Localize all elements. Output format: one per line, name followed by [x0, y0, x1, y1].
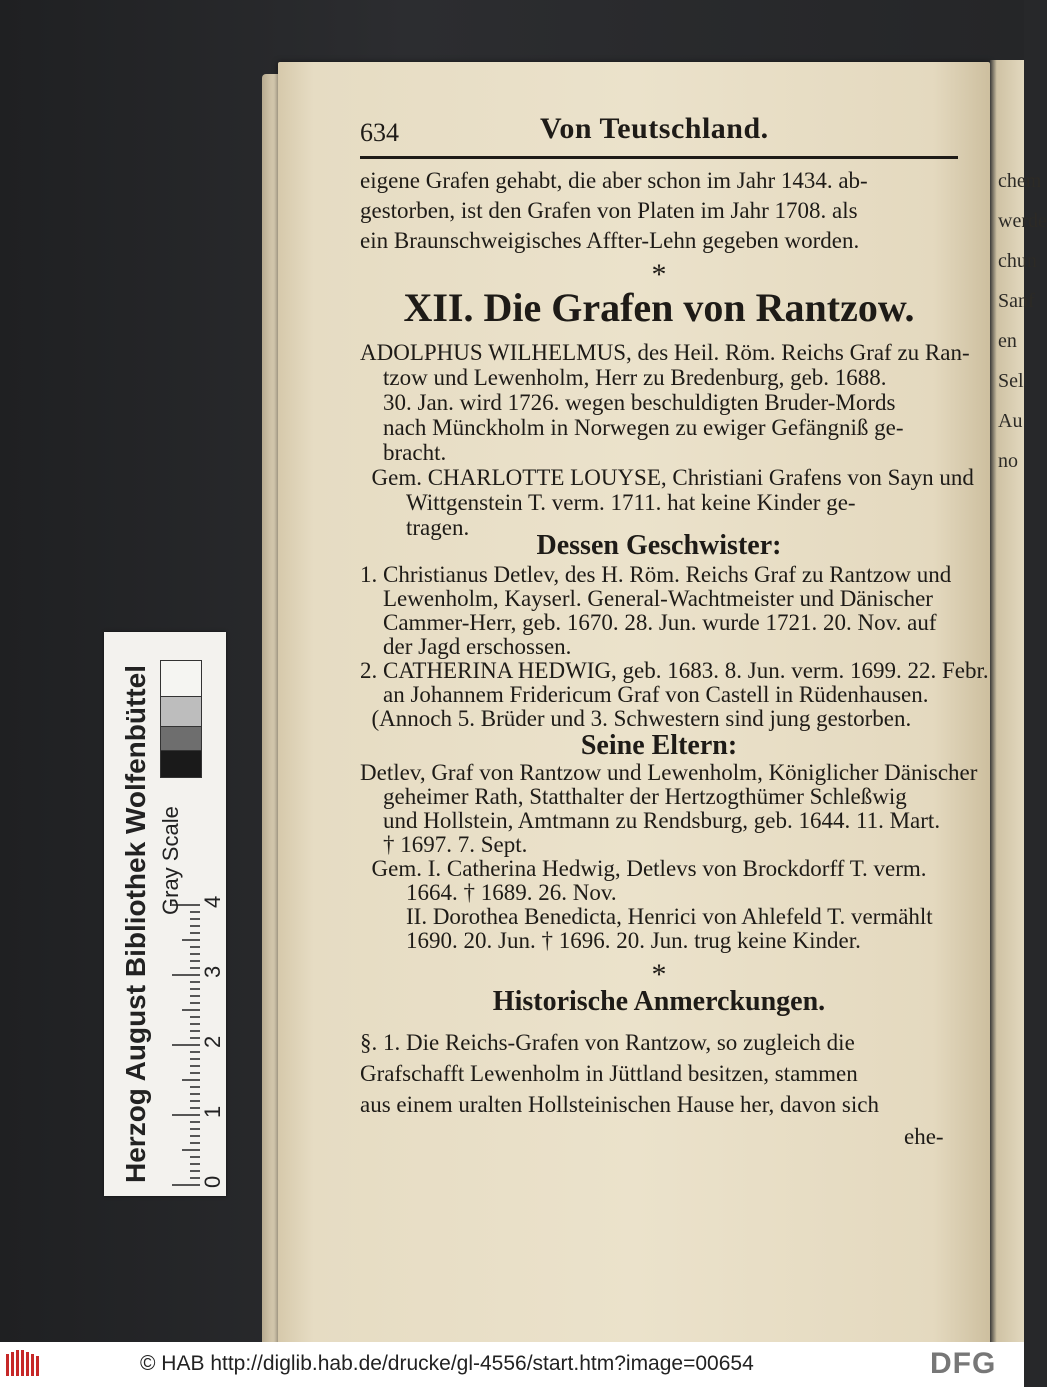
- facing-page-fragment: chun: [998, 250, 1037, 272]
- adolphus-line: bracht.: [360, 440, 447, 465]
- adolphus-line: tzow und Lewenholm, Herr zu Bredenburg, geb. 1688.: [360, 365, 887, 390]
- parents-line: † 1697. 7. Sept.: [360, 832, 528, 857]
- notes-line: Grafschafft Lewenholm in Jüttland besitzen, stammen: [360, 1061, 858, 1086]
- ruler-label: 3: [200, 965, 225, 978]
- parents-line: geheimer Rath, Statthalter der Hertzogthümer Schleßwig: [360, 784, 907, 809]
- subheading-notes: Historische Anmerckungen.: [492, 986, 826, 1017]
- library-name: Herzog August Bibliothek Wolfenbüttel: [120, 665, 151, 1183]
- parents-line: Detlev, Graf von Rantzow und Lewenholm, Königlicher Dänischer: [360, 760, 978, 785]
- siblings-line: 1. Christianus Detlev, des H. Röm. Reichs Graf zu Rantzow und: [360, 562, 952, 587]
- siblings-line: 2. CATHERINA HEDWIG, geb. 1683. 8. Jun. verm. 1699. 22. Febr.: [360, 658, 989, 683]
- parents-line: 1690. 20. Jun. † 1696. 20. Jun. trug keine Kinder.: [360, 928, 861, 953]
- adolphus-line: tragen.: [360, 515, 470, 540]
- gray-scale-label: Gray Scale: [158, 806, 183, 915]
- ruler-label: 4: [200, 895, 225, 908]
- facing-page-fragment: Sel: [998, 370, 1024, 392]
- siblings-line: Cammer-Herr, geb. 1670. 28. Jun. wurde 1721. 20. Nov. auf: [360, 610, 937, 635]
- ruler-ticks: [170, 900, 200, 1190]
- catchword: ehe-: [904, 1124, 944, 1149]
- dfg-logo: DFG: [930, 1347, 997, 1380]
- adolphus-line: ADOLPHUS WILHELMUS, des Heil. Röm. Reichs Graf zu Ran-: [360, 340, 970, 365]
- ruler-label: 0: [200, 1175, 225, 1188]
- parents-line: und Hollstein, Amtmann zu Rendsburg, geb. 1644. 11. Mart.: [360, 808, 941, 833]
- intro-line: eigene Grafen gehabt, die aber schon im Jahr 1434. ab-: [360, 168, 868, 193]
- siblings-line: (Annoch 5. Brüder und 3. Schwestern sind jung gestorben.: [360, 706, 912, 731]
- facing-page-fragment: en: [998, 330, 1017, 352]
- section-title: XII. Die Grafen von Rantzow.: [403, 285, 915, 330]
- parents-line: Gem. I. Catherina Hedwig, Detlevs von Brockdorff T. verm.: [360, 856, 927, 881]
- notes-line: aus einem uralten Hollsteinischen Hause her, davon sich: [360, 1092, 879, 1117]
- swatch-dark-gray: [160, 726, 202, 752]
- adolphus-line: nach Münckholm in Norwegen zu ewiger Gefängniß ge-: [360, 415, 904, 440]
- parents-line: II. Dorothea Benedicta, Henrici von Ahlefeld T. vermählt: [360, 904, 933, 929]
- facing-page-edge: [990, 60, 1047, 1350]
- subheading-siblings: Dessen Geschwister:: [536, 530, 782, 561]
- hab-logo-icon: [6, 1350, 40, 1378]
- adolphus-line: Wittgenstein T. verm. 1711. hat keine Kinder ge-: [360, 490, 856, 515]
- swatch-black: [160, 750, 202, 778]
- facing-page-fragment: werde: [998, 210, 1047, 232]
- swatch-white: [160, 660, 202, 698]
- ruler-label: 2: [200, 1035, 225, 1048]
- running-head: Von Teutschland.: [540, 112, 769, 145]
- page-number: 634: [360, 118, 399, 147]
- subheading-parents: Seine Eltern:: [580, 730, 738, 761]
- head-rule: [360, 156, 958, 159]
- siblings-line: Lewenholm, Kayserl. General-Wachtmeister und Dänischer: [360, 586, 933, 611]
- ruler-label: 1: [200, 1105, 225, 1118]
- intro-line: gestorben, ist den Grafen von Platen im Jahr 1708. als: [360, 198, 858, 223]
- facing-page-fragment: Au: [998, 410, 1023, 432]
- ornament-star-2: *: [651, 958, 667, 991]
- swatch-light-gray: [160, 696, 202, 728]
- facing-page-fragment: chem: [998, 170, 1042, 192]
- footer-credit[interactable]: © HAB http://diglib.hab.de/drucke/gl-4556/start.htm?image=00654: [140, 1352, 754, 1375]
- notes-line: §. 1. Die Reichs-Grafen von Rantzow, so zugleich die: [360, 1030, 855, 1055]
- facing-page-fragment: Sanf: [998, 290, 1035, 312]
- intro-line: ein Braunschweigisches Affter-Lehn gegeben worden.: [360, 228, 860, 253]
- adolphus-line: 30. Jan. wird 1726. wegen beschuldigten Bruder-Mords: [360, 390, 896, 415]
- siblings-line: der Jagd erschossen.: [360, 634, 572, 659]
- facing-page-fragment: no: [998, 450, 1018, 472]
- adolphus-line: Gem. CHARLOTTE LOUYSE, Christiani Grafens von Sayn und: [360, 465, 974, 490]
- parents-line: 1664. † 1689. 26. Nov.: [360, 880, 617, 905]
- ornament-star: *: [651, 258, 667, 291]
- siblings-line: an Johannem Fridericum Graf von Castell in Rüdenhausen.: [360, 682, 929, 707]
